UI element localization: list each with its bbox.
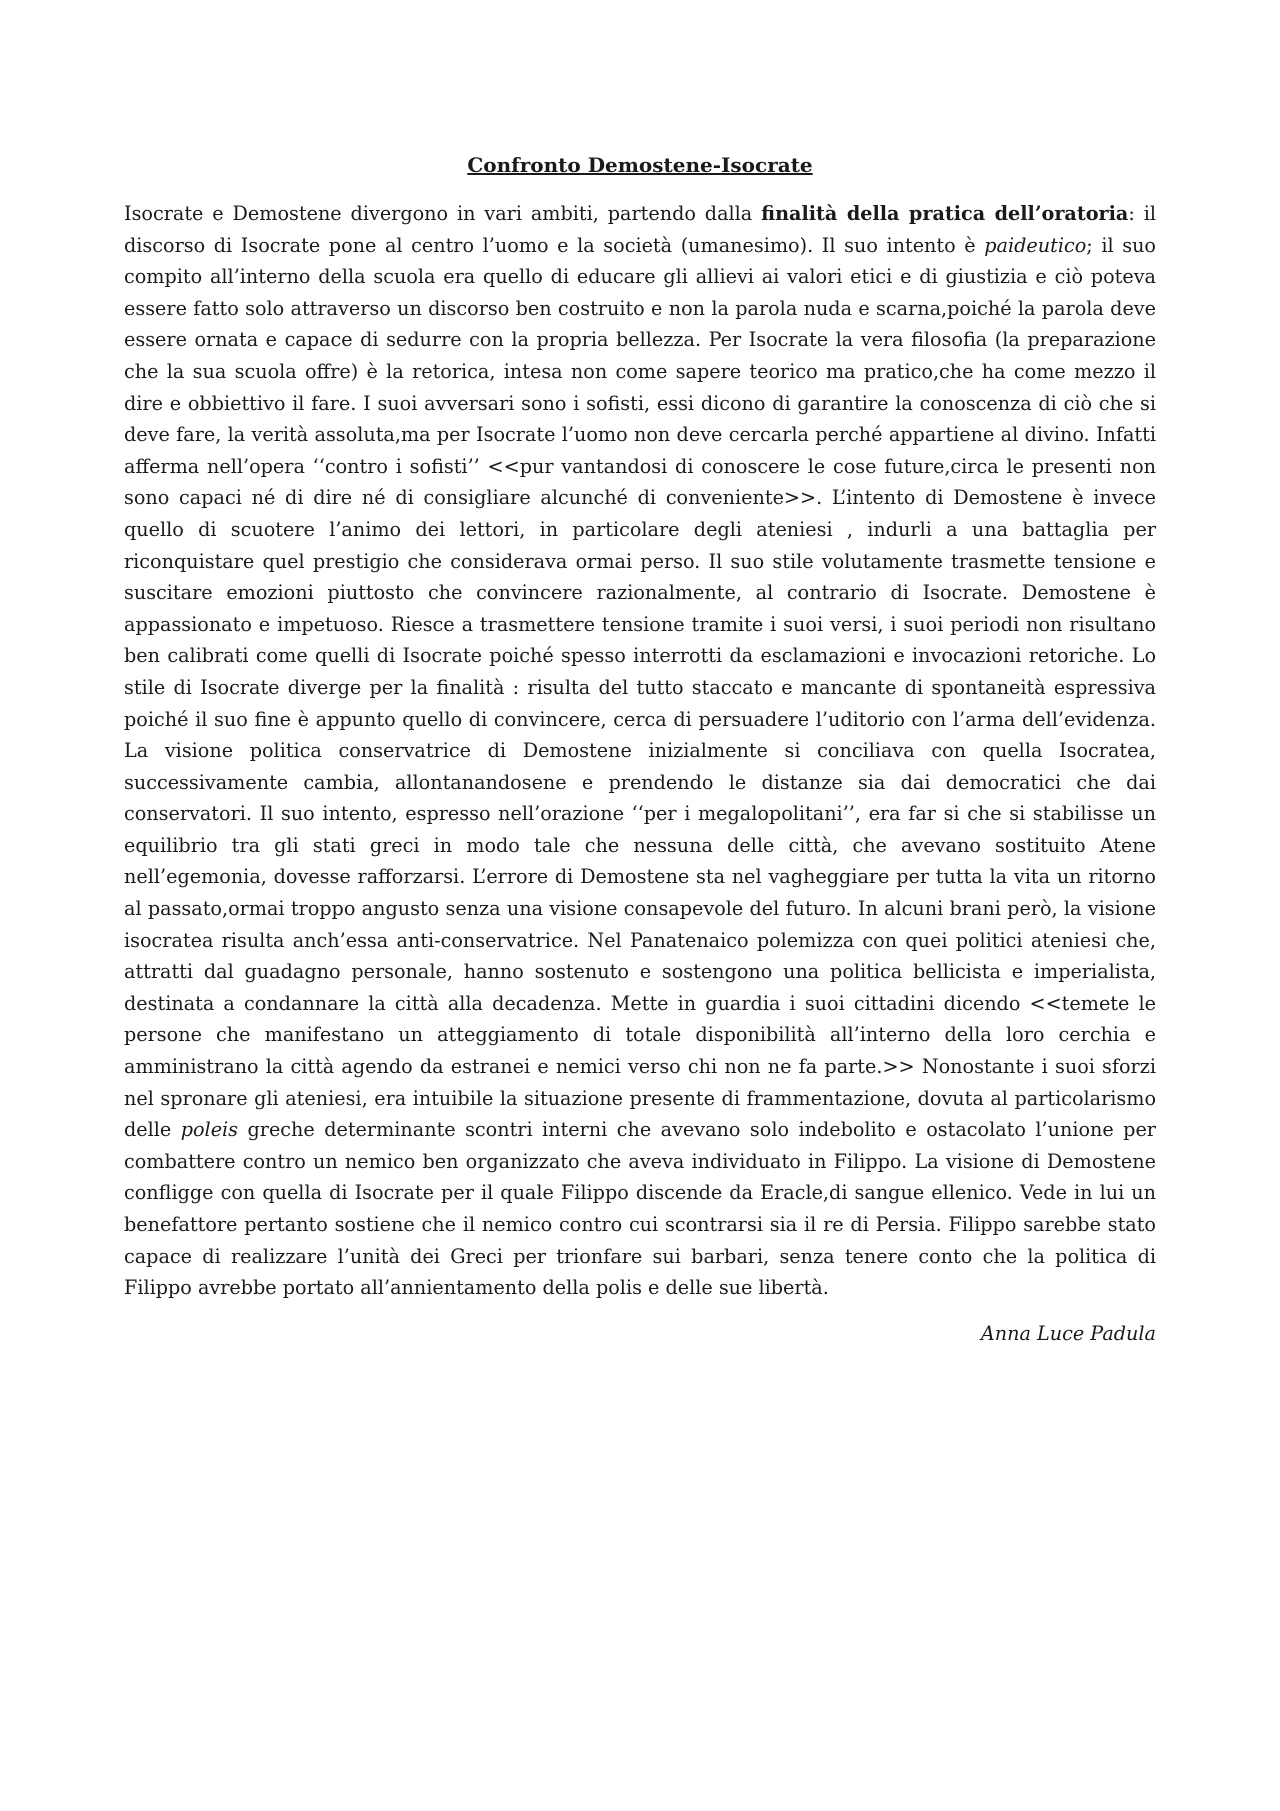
body-text-segment: greche determinante scontri interni che avevano solo indebolito e ostacolato l’unione per combattere contro un nemico ben organizzato che aveva individuato in Filippo. La visione di Demostene confligge con quella di Isocrate per il quale Filippo discende da Eracle,di sangue ellenico. Vede in lui un benefattore pertanto sostiene che il nemico contro cui scontrarsi sia il re di Persia. Filippo sarebbe stato capace di realizzare l’unità dei Greci per trionfare sui barbari, senza tenere conto che la politica di Filippo avrebbe portato all’annientamento della polis e delle sue libertà. xyxy=(124,1118,1156,1300)
author-signature: Anna Luce Padula xyxy=(980,1321,1156,1345)
document-title: Confronto Demostene-Isocrate xyxy=(467,153,813,177)
body-text-segment: : il discorso di Isocrate pone al centro l’uomo e la società (umanesimo). Il suo intento è xyxy=(124,202,1156,257)
body-text-segment: La visione politica conservatrice di Demostene inizialmente si conciliava con quella Isocratea, successivamente cambia, allontanandosene e prendendo le distanze sia dai democratici che dai conservatori. Il suo intento, espresso nell’orazione ‘‘per i megalopolitani’’, era far si che si stabilisse un equilibrio tra gli stati greci in modo tale che nessuna delle città, che avevano sostituito Atene nell’egemonia, dovesse rafforzarsi. L’errore di Demostene sta nel vagheggiare per tutta la vita un ritorno al passato,ormai troppo angusto senza una visione consapevole del futuro. In alcuni brani però, la visione isocratea risulta anch’essa anti-conservatrice. Nel Panatenaico polemizza con quei politici ateniesi che, attratti dal guadagno personale, hanno sostenuto e sostengono una politica bellicista e imperialista, destinata a condannare la città alla decadenza. Mette in guardia i suoi cittadini dicendo <<temete le persone che manifestano un atteggiamento di totale disponibilità all’interno della loro cerchia e amministrano la città agendo da estranei e nemici verso chi non ne fa parte.>> xyxy=(124,739,1156,1079)
body-text-segment: ; il suo compito all’interno della scuola era quello di educare gli allievi ai valori etici e di giustizia e ciò poteva essere fatto solo attraverso un discorso ben costruito e non la parola nuda e scarna,poiché la parola deve essere ornata e capace di sedurre con la propria bellezza. Per Isocrate la vera filosofia (la preparazione che la sua scuola offre) è la retorica, intesa non come sapere teorico ma pratico,che ha come mezzo il dire e obbiettivo il fare. I suoi avversari sono i sofisti, essi dicono di garantire la conoscenza di ciò che si deve fare, la verità assoluta,ma per Isocrate l’uomo non deve cercarla perché appartiene al divino. Infatti afferma nell’opera ‘‘contro i sofisti’’ <<pur vantandosi di conoscere le cose future,circa le presenti non sono capaci né di dire né di consigliare alcunché di conveniente>>. L’intento di Demostene è invece quello di scuotere l’animo dei lettori, in particolare degli ateniesi , indurli a una battaglia per riconquistare quel prestigio che considerava ormai perso. Il suo stile volutamente trasmette tensione e suscitare emozioni piuttosto che convincere razionalmente, al contrario di Isocrate. Demostene è appassionato e impetuoso. Riesce a trasmettere tensione tramite i suoi versi, i suoi periodi non risultano ben calibrati come quelli di Isocrate poiché spesso interrotti da esclamazioni e invocazioni retoriche. Lo stile di Isocrate diverge per la finalità : risulta del tutto staccato e mancante di spontaneità espressiva poiché il suo fine è appunto quello di convincere, cerca di persuadere l’uditorio con l’arma dell’evidenza. xyxy=(124,233,1156,731)
bold-phrase: finalità della pratica dell’oratoria xyxy=(761,202,1129,225)
body-text-segment: Isocrate e Demostene divergono in vari ambiti, partendo dalla xyxy=(124,202,762,225)
document-page xyxy=(124,150,1156,1349)
body-text-segment: Nonostante i suoi sforzi nel spronare gli ateniesi, era intuibile la situazione presente di frammentazione, dovuta al particolarismo delle xyxy=(124,1055,1156,1142)
body-paragraph xyxy=(124,198,1156,1304)
italic-term: poleis xyxy=(180,1118,239,1142)
italic-term: paideutico xyxy=(984,233,1087,257)
